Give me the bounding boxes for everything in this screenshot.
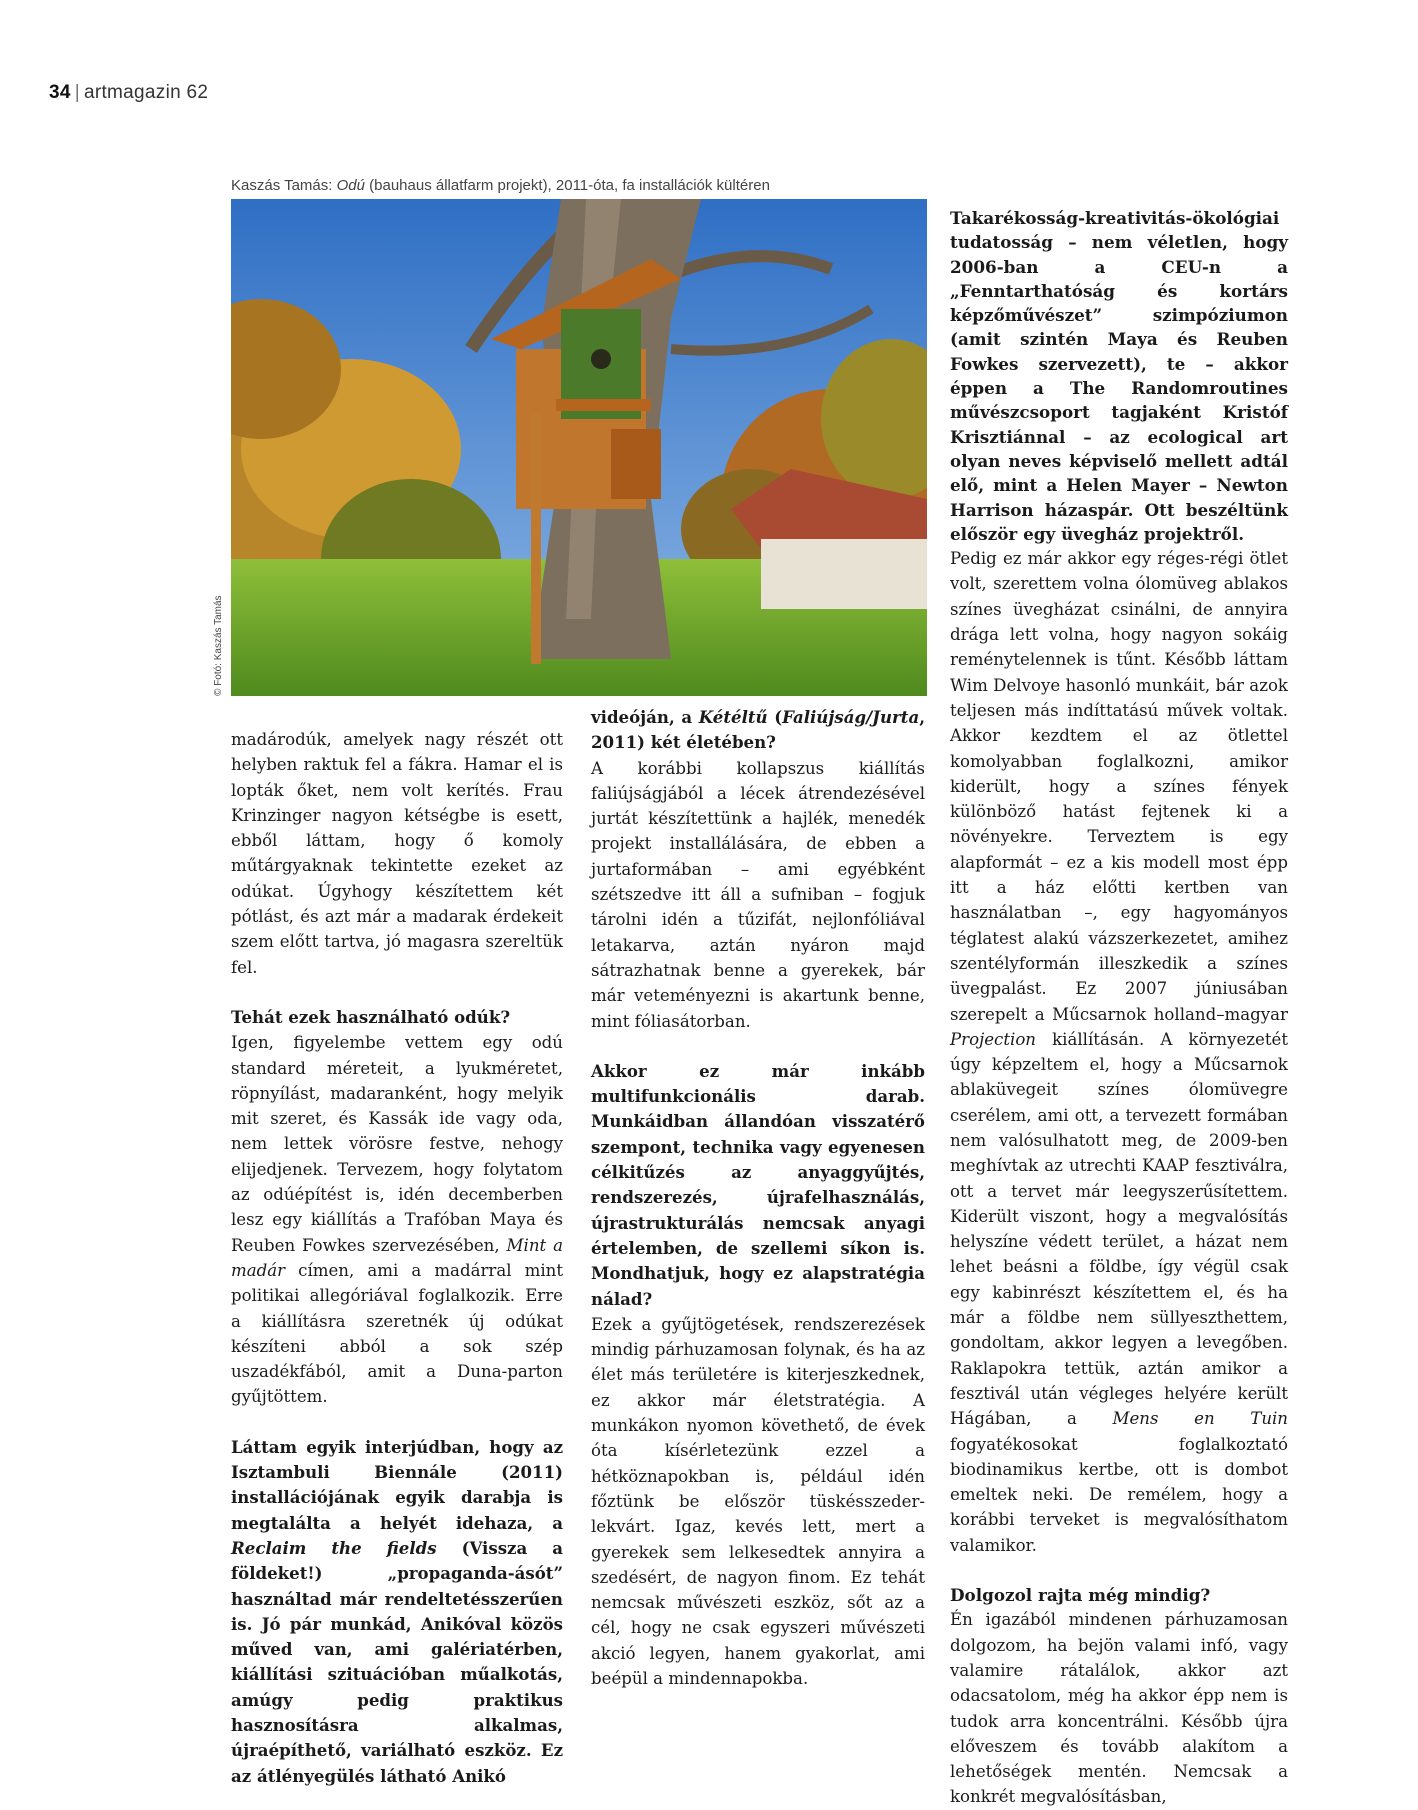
question: Dolgozol rajta még mindig?	[950, 1585, 1211, 1606]
answer: Pedig ez már akkor egy réges-régi ötlet volt, szerettem volna ólomüveg ablakos színes üvegházat csinálni, de annyira drága lett volna, hogy nagyon sokáig reménytelennek is tűnt. Később láttam Wim Delvoye hasonló munkáit, bár azok teljesen más indíttatású művek voltak. Akkor kezdtem el az ötlettel komolyabban foglalkozni, amikor kiderült, hogy a színes fények különböző hatást fejtenek ki a növényekre. Terveztem is egy alapformát – ez a kis modell most épp itt a ház előtti kertben van használatban –, egy hagyományos téglatest alakú vázszerkezetet, amihez szentélyformán illeszkedik a színes üvegpalást. Ez 2007 júniusában szerepelt a Műcsarnok holland–magyar Projection kiállításán. A környezetét úgy képzeltem el, hogy a Műcsarnok ablaküvegeit színes ólomüvegre cserélem, ami ott, a tervezett formában nem valósulhatott meg, de 2009-ben meghívtak az utrechti KAAP fesztiválra, ott a tervet már leegyszerűsítettem. Kiderült viszont, hogy a megvalósítás helyszíne védett terület, a házat nem lehet beásni a földbe, így végül csak egy kabinrészt készítettem el, és ha már a földbe nem süllyeszthettem, gondoltam, akkor legyen a levegőben. Raklapokra tettük, aztán amikor a fesztivál után végleges helyére került Hágában, a Mens en Tuin fogyatékosokat foglalkoztató biodinamikus kertbe, ott is dombot emeltek neki. De remélem, hogy a korábbi terveket is megvalósíthatom valamikor.	[950, 549, 1288, 1555]
paragraph: madárodúk, amelyek nagy részét ott helyben raktuk fel a fákra. Hamar el is lopták őket, nem volt kerítés. Frau Krinzinger nagyon kétségbe is esett, ebből láttam, hogy ő komoly műtárgyaknak tekintette ezeket az odúkat. Úgyhogy készítettem két pótlást, és azt már a madarak érdekeit szem előtt tartva, jó magasra szereltük fel.	[231, 730, 563, 977]
caption-details: (bauhaus állatfarm projekt), 2011-óta, fa installációk kültéren	[369, 177, 770, 194]
answer: A korábbi kollapszus kiállítás faliújságjából a lécek átrendezésével jurtát készítettünk a hajlék, menedék projekt installálására, de ebben a jurtaformában – ami egyébként szétszedve itt áll a sufniban – fogjuk tárolni idén a tűzifát, nejlonfóliával letakarva, aztán nyáron majd sátrazhatnak benne a gyerekek, bár már veteményezni is akartunk benne, mint fóliasátorban.	[591, 758, 925, 1031]
birdhouse-photo	[231, 199, 927, 696]
photo-credit: © Fotó: Kaszás Tamás	[213, 595, 224, 696]
photo-caption	[231, 177, 931, 194]
page-number: 34	[49, 82, 71, 103]
question: Láttam egyik interjúdban, hogy az Isztambuli Biennále (2011) installációjának egyik darabja is megtalálta a helyét idehaza, a Reclaim the fields (Vissza a földeket!) „propaganda-ásót” használtad már rendeltetésszerűen is. Jó pár munkád, Anikóval közös műved van, ami galériatérben, kiállítási szituációban műalkotás, amúgy pedig praktikus hasznosításra alkalmas, újraépíthető, variálható eszköz. Ez az átlényegülés látható Anikó	[231, 1436, 563, 1786]
question-continued: videóján, a Kétéltű (Faliújság/Jurta, 2011) két életében?	[591, 707, 925, 753]
question: Takarékosság-kreativitás-ökológiai tudatosság – nem véletlen, hogy 2006-ban a CEU-n a „Fenntarthatóság és kortárs képzőművészet” szimpóziumon (amit szintén Maya és Reuben Fowkes szervezett), te – akkor éppen a The Randomroutines művészcsoport tagjaként Kristóf Krisztiánnal – az ecological art olyan neves képviselő mellett adtál elő, mint a Helen Mayer – Newton Harrison házaspár. Ott beszéltünk először egy üvegház projektről.	[950, 208, 1288, 544]
magazine-name: artmagazin 62	[83, 82, 209, 103]
answer: Én igazából mindenen párhuzamosan dolgozom, ha bejön valami infó, vagy valamire rátalálok, akkor azt odacsatolom, még ha akkor épp nem is tudok arra koncentrálni. Később újra előveszem és tovább alakítom a lehetőségek mentén. Nemcsak a konkrét megvalósításban,	[950, 1610, 1288, 1807]
running-header	[49, 82, 208, 104]
caption-title: Odú	[336, 177, 365, 194]
text-column-3	[950, 206, 1288, 1810]
question: Tehát ezek használható odúk?	[231, 1006, 511, 1027]
question: Akkor ez már inkább multifunkcionális darab. Munkáidban állandóan visszatérő szempont, technika vagy egyenesen célkitűzés az anyaggyűjtés, rendszerezés, újrafelhasználás, újrastrukturálás nemcsak anyagi értelemben, de szellemi síkon is. Mondhatjuk, hogy ez alapstratégia nálad?	[591, 1060, 925, 1309]
header-separator: |	[74, 82, 80, 103]
text-column-2	[591, 705, 925, 1691]
caption-artist: Kaszás Tamás:	[231, 177, 333, 194]
text-column-1	[231, 727, 563, 1789]
answer: Ezek a gyűjtögetések, rendszerezések mindig párhuzamosan folynak, és ha az élet más területére is kiterjeszkednek, ez akkor már életstratégia. A munkákon nyomon követhető, de évek óta kísérletezünk ezzel a hétköznapokban is, például idén főztünk be először tüskésszeder-lekvárt. Igaz, kevés lett, mert a gyerekek sem lelkesedtek annyira a szedésért, de nagyon finom. Ez tehát nemcsak művészeti eszköz, sőt az a cél, hogy ne csak egyszeri művészeti akció legyen, hanem gyakorlat, ami beépül a mindennapokba.	[591, 1314, 925, 1688]
answer: Igen, figyelembe vettem egy odú standard méreteit, a lyukméretet, röpnyílást, madaranként, hogy melyik mit szeret, és Kassák ide vagy oda, nem lettek vörösre festve, nehogy elijedjenek. Tervezem, hogy folytatom az odúépítést is, idén decemberben lesz egy kiállítás a Trafóban Maya és Reuben Fowkes szervezésében, Mint a madár címen, ami a madárral mint politikai allegóriával foglalkozik. Erre a kiállításra szeretnék új odúkat készíteni abból a sok szép uszadékfából, amit a Duna-parton gyűjtöttem.	[231, 1033, 563, 1407]
